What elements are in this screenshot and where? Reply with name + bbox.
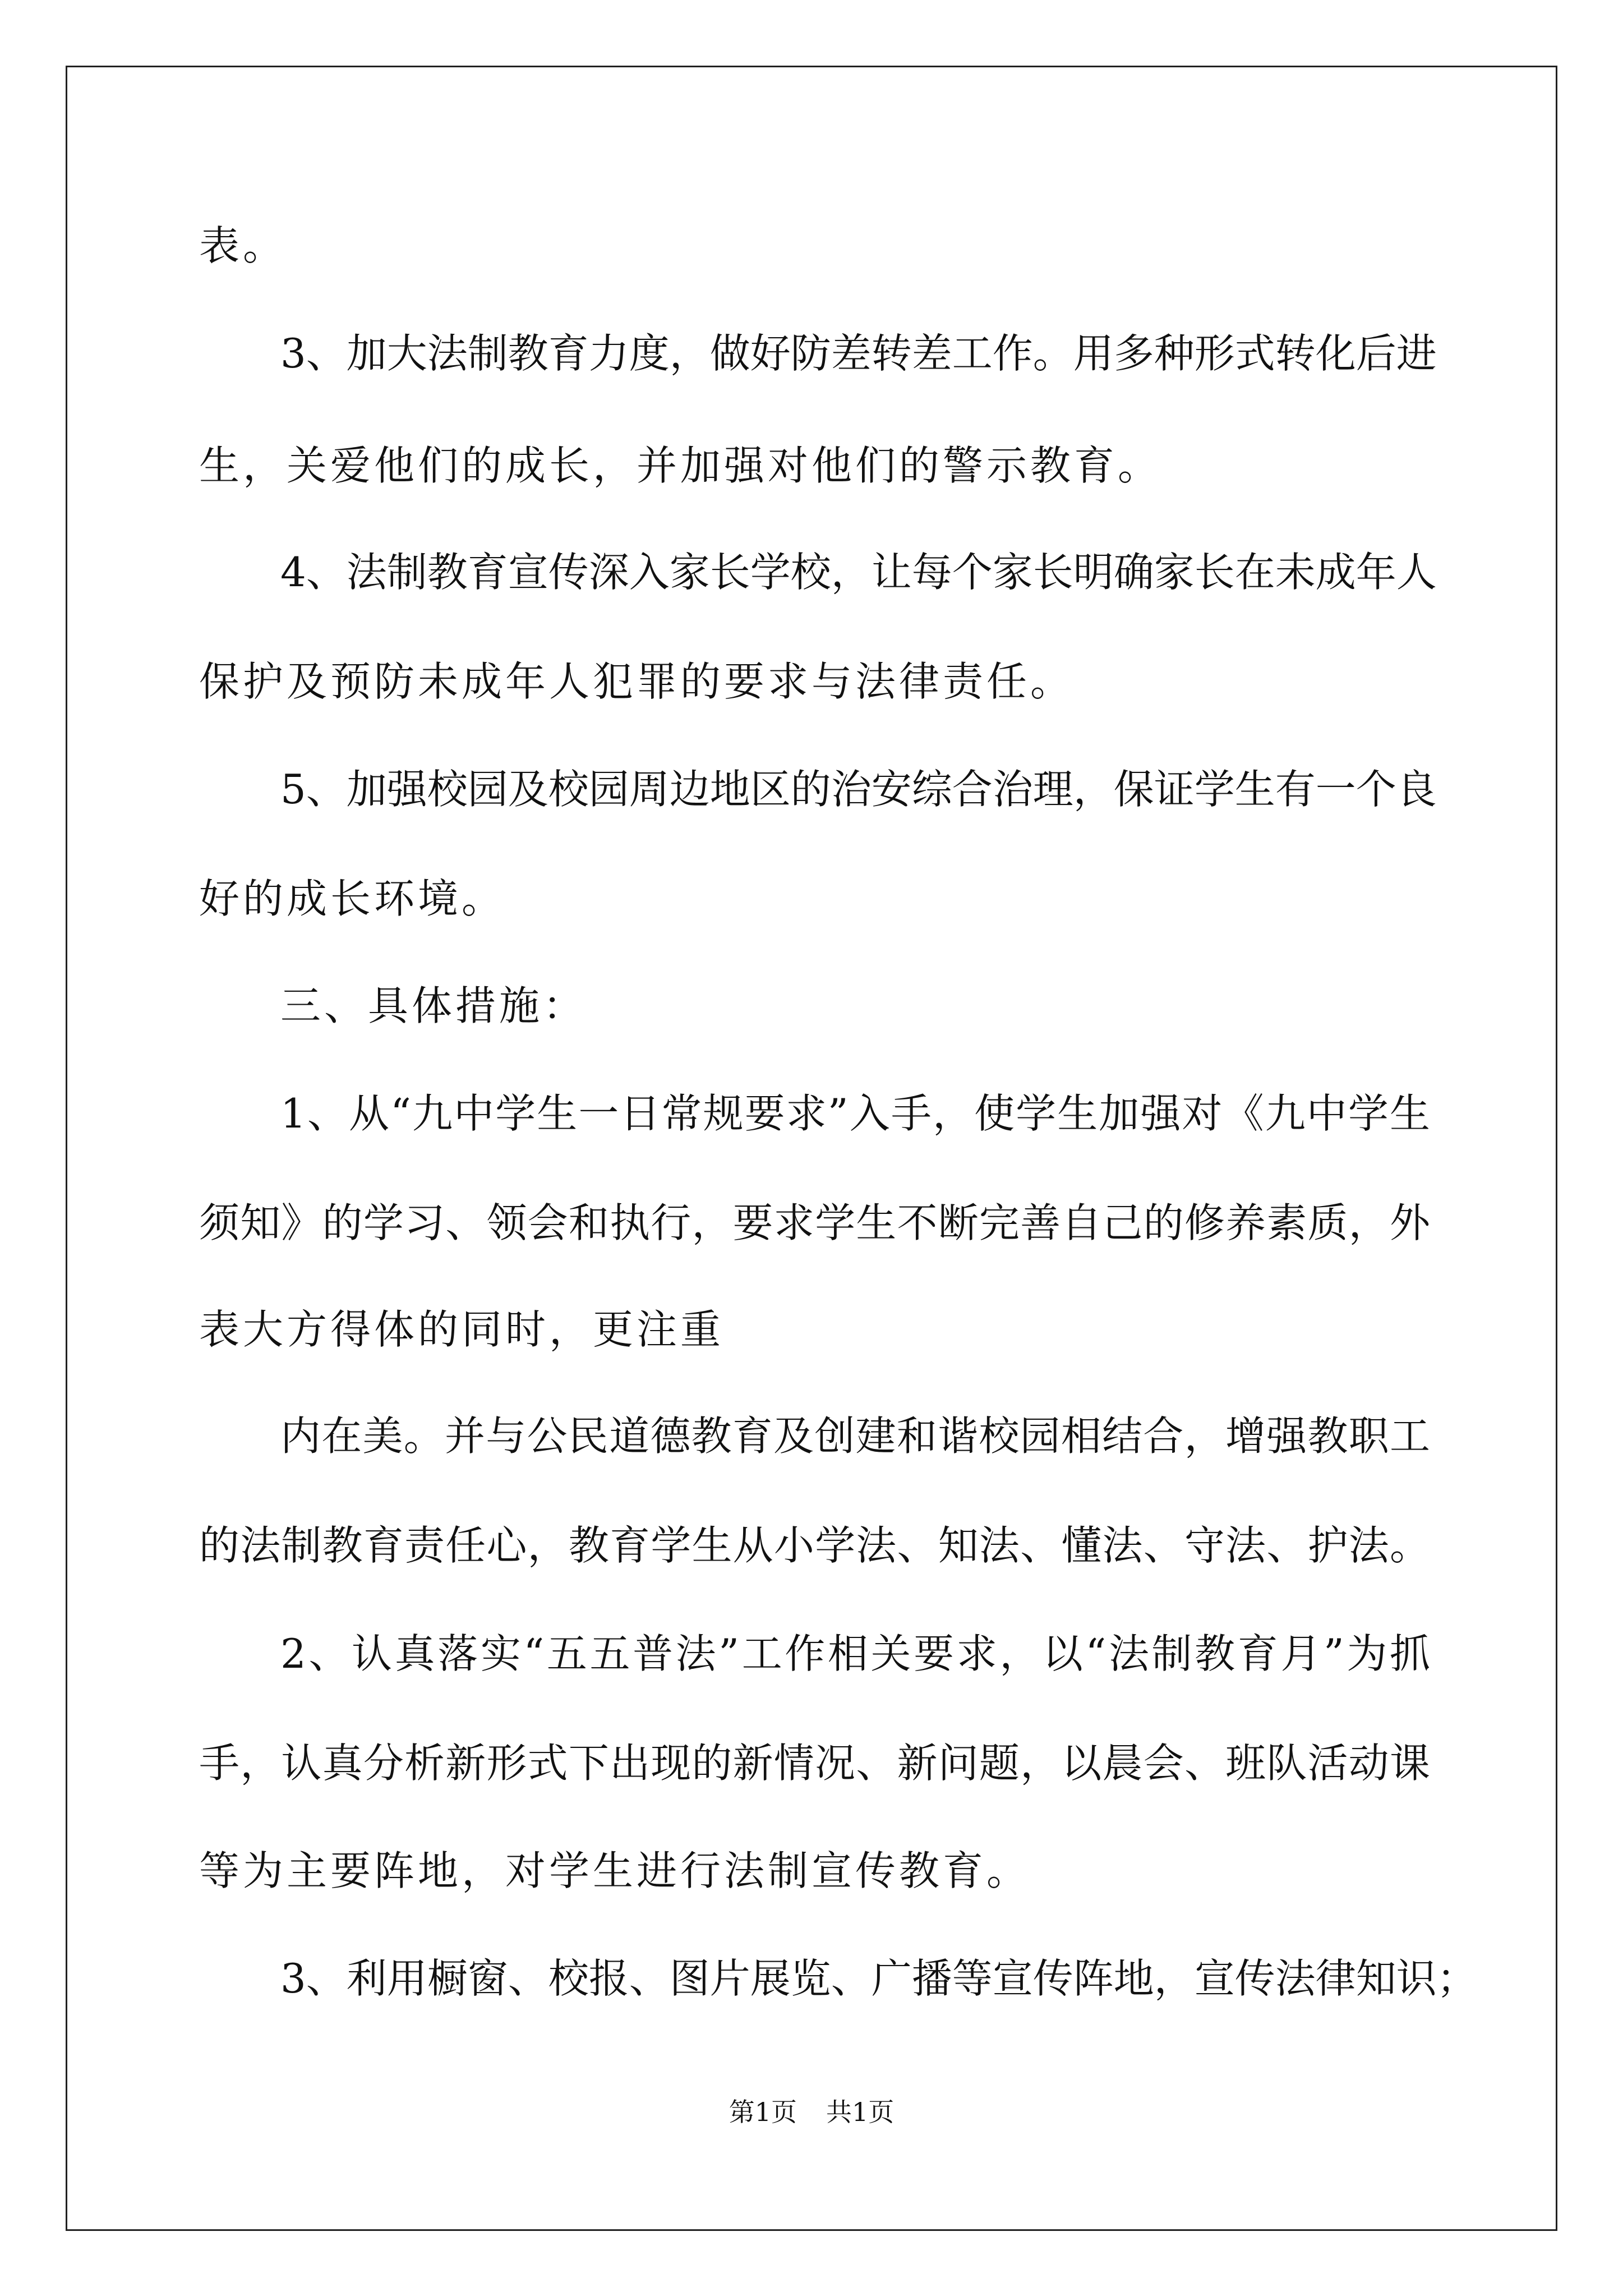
section-heading: 三、具体措施： [280, 982, 587, 1029]
page-border [66, 66, 1557, 2231]
page-number: 第1页 [728, 2097, 797, 2127]
page-total: 共1页 [826, 2097, 895, 2127]
text-line: 的法制教育责任心，教育学生从小学法、知法、懂法、守法、护法。 [199, 1522, 1430, 1569]
text-line: 好的成长环境。 [199, 875, 506, 922]
text-line: 等为主要阵地，对学生进行法制宣传教育。 [199, 1847, 1031, 1894]
text-line: 5、加强校园及校园周边地区的治安综合治理，保证学生有一个良 [280, 766, 1437, 813]
text-line: 生，关爱他们的成长，并加强对他们的警示教育。 [199, 442, 1162, 489]
text-line: 内在美。并与公民道德教育及创建和谐校园相结合，增强教职工 [280, 1412, 1430, 1460]
text-line: 3、利用橱窗、校报、图片展览、广播等宣传阵地，宣传法律知识； [280, 1955, 1477, 2002]
text-line: 表。 [199, 222, 287, 269]
text-line: 手，认真分析新形式下出现的新情况、新问题，以晨会、班队活动课 [199, 1740, 1430, 1787]
text-line: 2、认真落实“五五普法”工作相关要求，以“法制教育月”为抓 [280, 1630, 1430, 1677]
page-footer [0, 2095, 1623, 2129]
text-line: 4、法制教育宣传深入家长学校，让每个家长明确家长在未成年人 [280, 549, 1437, 596]
text-line: 3、加大法制教育力度，做好防差转差工作。用多种形式转化后进 [280, 330, 1437, 377]
text-line: 表大方得体的同时，更注重 [199, 1306, 725, 1353]
text-line: 保护及预防未成年人犯罪的要求与法律责任。 [199, 658, 1075, 705]
text-line: 1、从“九中学生一日常规要求”入手，使学生加强对《九中学生 [280, 1090, 1430, 1137]
text-line: 须知》的学习、领会和执行，要求学生不断完善自己的修养素质，外 [199, 1199, 1430, 1246]
